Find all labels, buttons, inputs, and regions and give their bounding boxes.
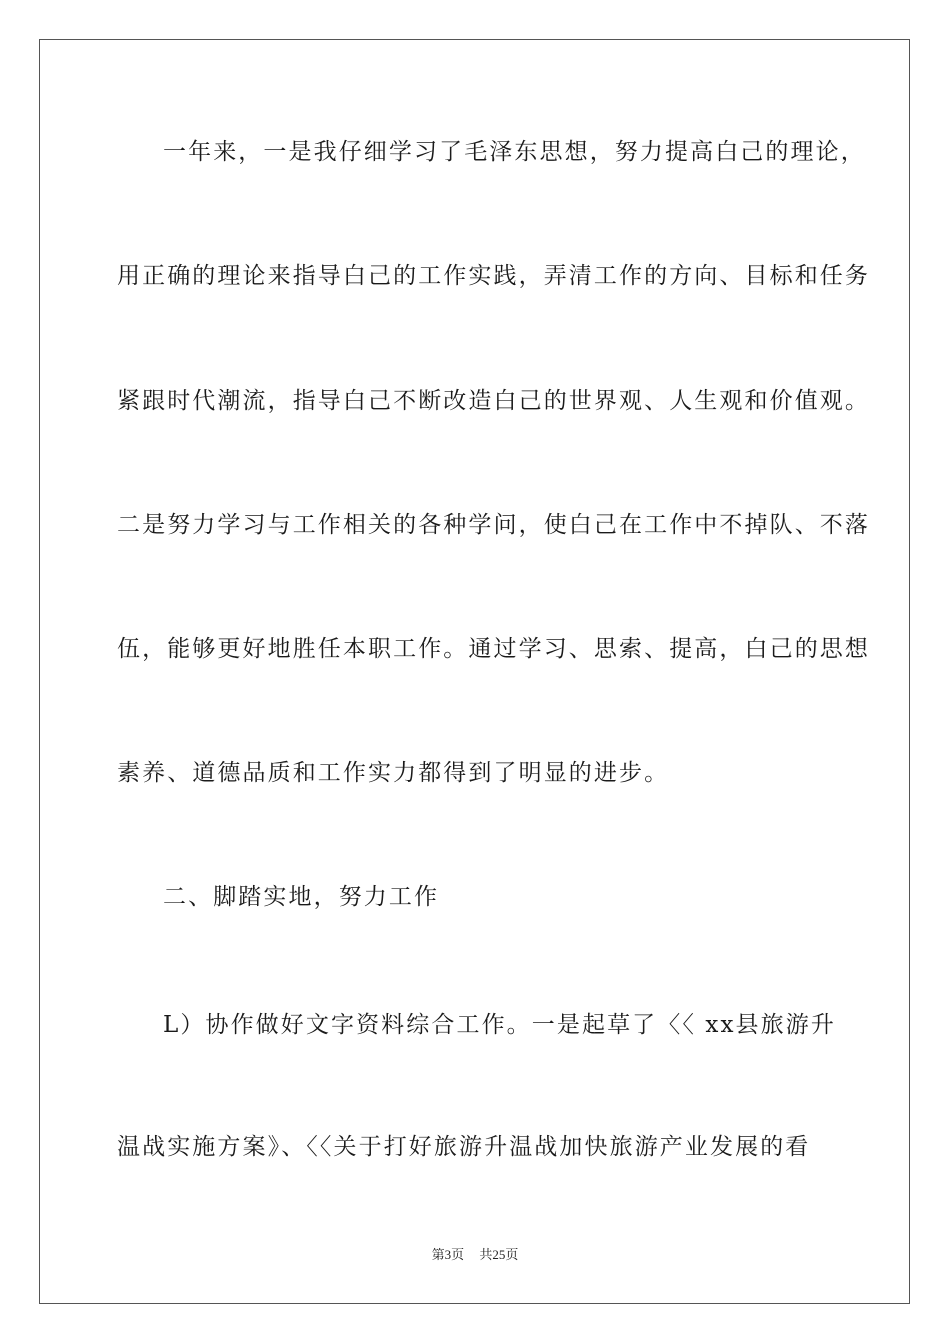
paragraph-line: L）协作做好文字资料综合工作。一是起草了〈〈 xx县旅游升 bbox=[163, 1012, 836, 1038]
page-number: 第3页 bbox=[431, 1247, 465, 1262]
page-footer bbox=[0, 1245, 950, 1265]
page-border bbox=[39, 39, 910, 1304]
paragraph-line: 用正确的理论来指导白己的工作实践，弄清工作的方向、目标和任务 bbox=[117, 263, 870, 289]
paragraph-line: 紧跟时代潮流，指导白己不断改造白己的世界观、人生观和价值观。 bbox=[117, 388, 870, 414]
paragraph-line: 伍，能够更好地胜任本职工作。通过学习、思索、提高，白己的思想 bbox=[117, 636, 870, 662]
paragraph-line: 温战实施方案》、〈〈关于打好旅游升温战加快旅游产业发展的看 bbox=[117, 1134, 811, 1160]
paragraph-line: 一年来，一是我仔细学习了毛泽东思想，努力提高白己的理论， bbox=[163, 139, 866, 165]
section-heading: 二、脚踏实地，努力工作 bbox=[163, 884, 440, 910]
paragraph-line: 二是努力学习与工作相关的各种学问，使白己在工作中不掉队、不落 bbox=[117, 512, 870, 538]
total-pages: 共25页 bbox=[479, 1247, 519, 1262]
paragraph-line: 素养、道德品质和工作实力都得到了明显的进步。 bbox=[117, 760, 670, 786]
